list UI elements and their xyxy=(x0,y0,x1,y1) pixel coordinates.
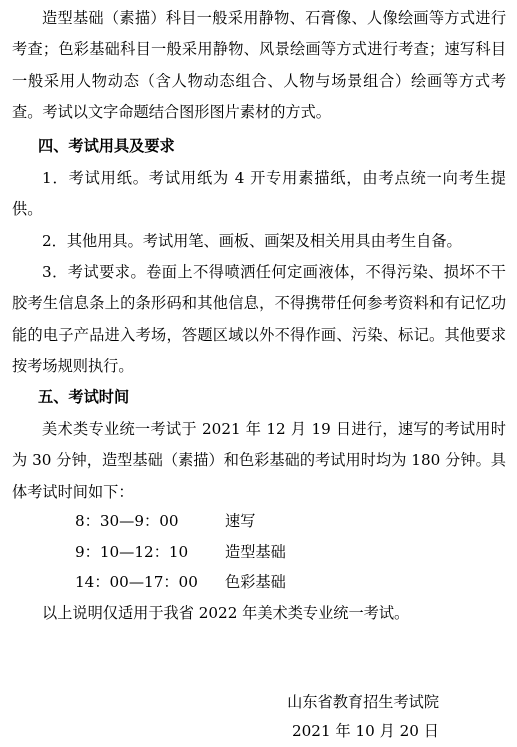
section4-item1: 1．考试用纸。考试用纸为 4 开专用素描纸，由考点统一向考生提供。 xyxy=(12,169,506,219)
signature-organization: 山东省教育招生考试院 xyxy=(287,693,439,711)
schedule-row xyxy=(75,506,255,537)
section5-note: 以上说明仅适用于我省 2022 年美术类专业统一考试。 xyxy=(42,604,410,622)
section5-paragraph: 美术类专业统一考试于 2021 年 12 月 19 日进行，速写的考试用时为 30 分钟，造型基础（素描）和色彩基础的考试用时均为 180 分钟。具体考试时间如下： xyxy=(12,420,506,501)
section4-item2: 2．其他用具。考试用笔、画板、画架及相关用具由考生自备。 xyxy=(42,232,462,250)
schedule-subject: 色彩基础 xyxy=(225,573,286,591)
schedule-row xyxy=(75,537,286,568)
schedule-time: 9：10—12：10 xyxy=(75,543,189,561)
schedule-time: 8：30—9：00 xyxy=(75,512,179,530)
schedule-subject: 速写 xyxy=(225,512,256,530)
section4-heading: 四、考试用具及要求 xyxy=(38,137,175,155)
schedule-time: 14：00—17：00 xyxy=(75,573,198,591)
section5-heading: 五、考试时间 xyxy=(38,388,130,406)
schedule-subject: 造型基础 xyxy=(225,543,286,561)
signature-date: 2021 年 10 月 20 日 xyxy=(291,722,439,740)
section4-item3: 3．考试要求。卷面上不得喷洒任何定画液体，不得污染、损坏不干胶考生信息条上的条形码和其他信息，不得携带任何参考资料和有记忆功能的电子产品进入考场，答题区域以外不得作画、污染、标记。其他要求按考场规则执行。 xyxy=(12,263,506,375)
intro-paragraph: 造型基础（素描）科目一般采用静物、石膏像、人像绘画等方式进行考查；色彩基础科目一般采用静物、风景绘画等方式进行考查；速写科目一般采用人物动态（含人物动态组合、人物与场景组合）绘画等方式考查。考试以文字命题结合图形图片素材的方式。 xyxy=(12,9,506,121)
schedule-row xyxy=(75,567,286,598)
